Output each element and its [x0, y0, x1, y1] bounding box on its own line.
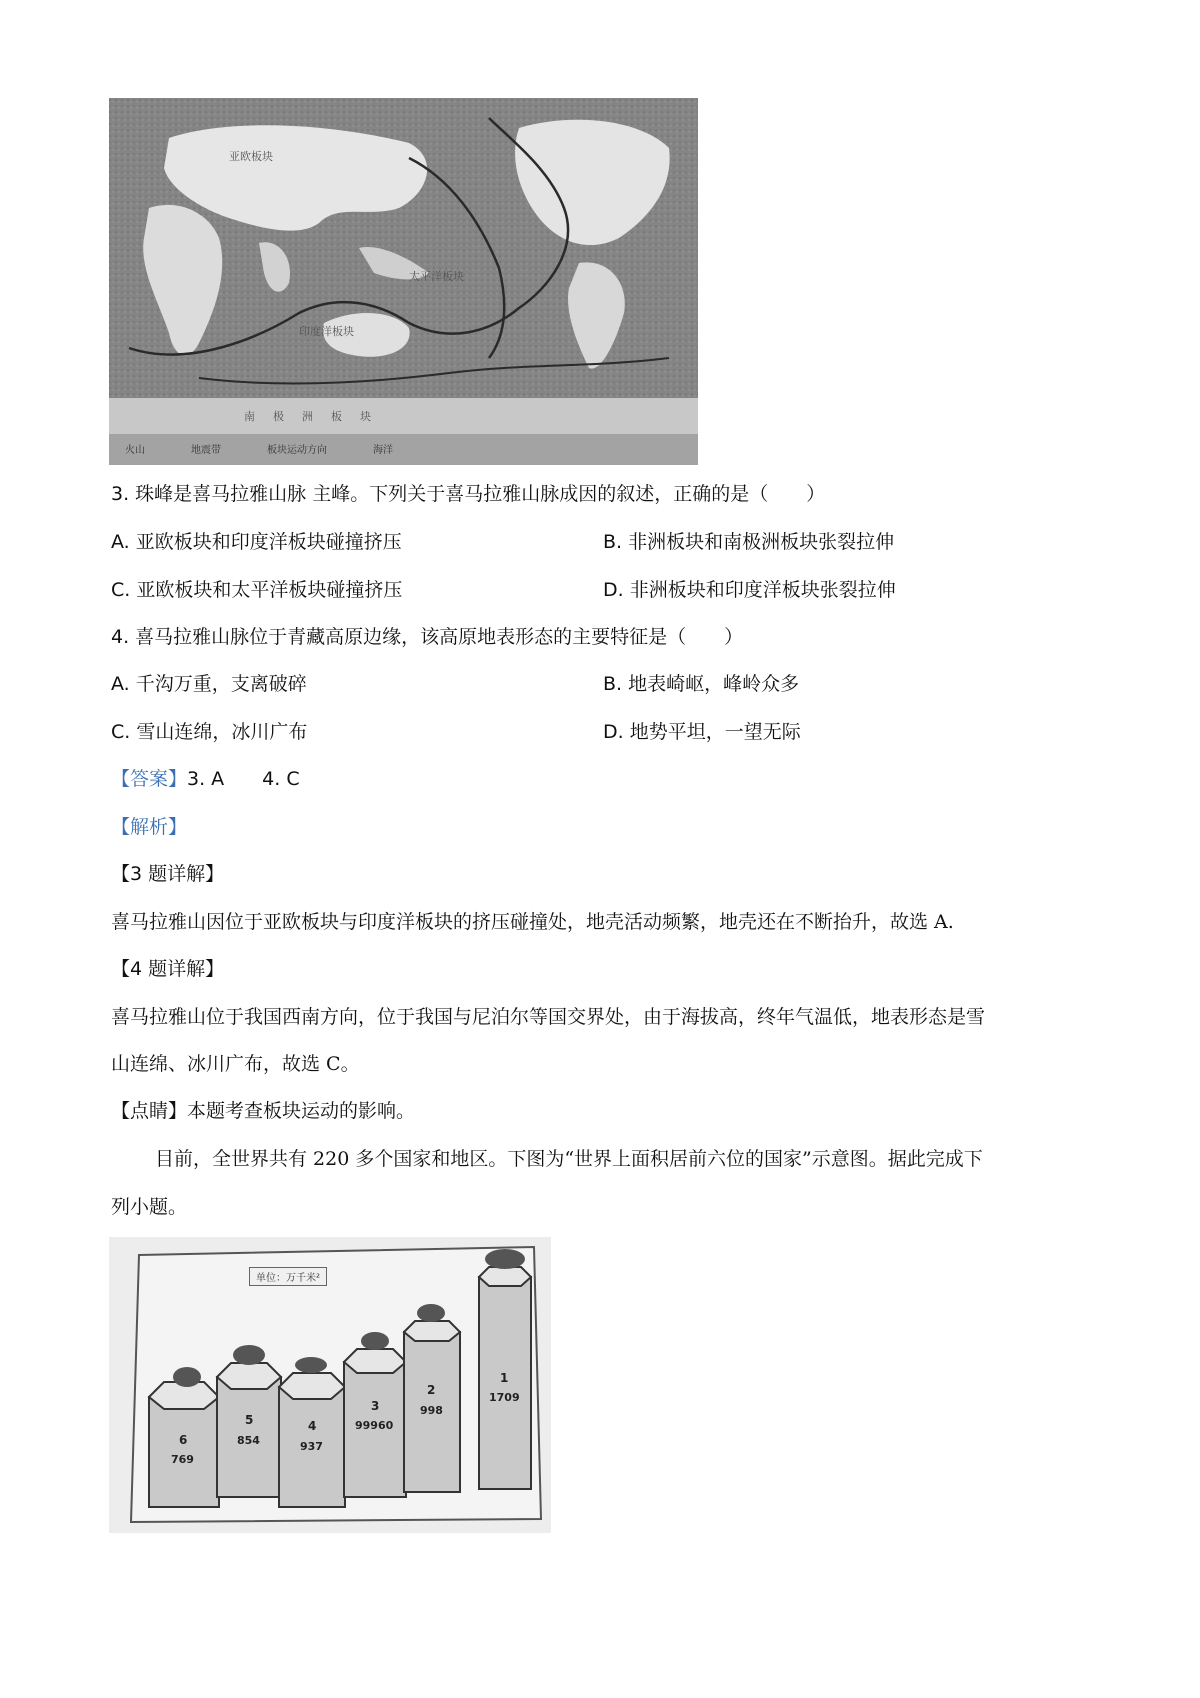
question-3-option-b: B. 非洲板块和南极洲板块张裂拉伸 — [603, 531, 895, 553]
legend-volcano: 火山 — [125, 445, 145, 456]
column-3-rank: 3 — [371, 1399, 380, 1413]
answer-line — [111, 767, 300, 791]
map-label-indian: 印度洋板块 — [299, 325, 354, 338]
column-5-rank: 5 — [245, 1413, 254, 1427]
question-4-option-d: D. 地势平坦，一望无际 — [603, 721, 801, 743]
question-4-option-c: C. 雪山连绵，冰川广布 — [111, 721, 308, 743]
legend-plate-motion: 板块运动方向 — [267, 445, 327, 456]
column-1-value: 1709 — [489, 1391, 520, 1404]
analysis-label: 【解析】 — [111, 816, 188, 838]
detail-3-text: 喜马拉雅山因位于亚欧板块与印度洋板块的挤压碰撞处，地壳活动频繁，地壳还在不断抬升，故选 A. — [111, 911, 954, 933]
question-3-option-a: A. 亚欧板块和印度洋板块碰撞挤压 — [111, 531, 402, 553]
map-legend — [125, 441, 393, 456]
area-ranking-figure — [109, 1237, 551, 1533]
question-3-stem: 3. 珠峰是喜马拉雅山脉 主峰。下列关于喜马拉雅山脉成因的叙述，正确的是（ ） — [111, 483, 826, 505]
plate-map-image — [109, 98, 698, 465]
column-2-value: 998 — [420, 1404, 443, 1417]
detail-4-text-line2: 山连绵、冰川广布，故选 C。 — [111, 1053, 360, 1075]
plate-map-figure — [109, 98, 698, 465]
column-6-value: 769 — [171, 1453, 194, 1466]
column-3-value: 99960 — [355, 1419, 394, 1432]
detail-4-title: 【4 题详解】 — [111, 958, 225, 980]
question-3-option-c: C. 亚欧板块和太平洋板块碰撞挤压 — [111, 579, 403, 601]
column-4-rank: 4 — [308, 1419, 317, 1433]
area-ranking-image — [109, 1237, 551, 1533]
column-6-rank: 6 — [179, 1433, 188, 1447]
legend-quake-belt: 地震带 — [191, 445, 221, 456]
column-1-rank: 1 — [500, 1371, 509, 1385]
answer-label: 【答案】 — [111, 768, 188, 790]
detail-4-text-line1: 喜马拉雅山位于我国西南方向，位于我国与尼泊尔等国交界处，由于海拔高，终年气温低，地表形态是雪 — [111, 1006, 986, 1028]
column-5-value: 854 — [237, 1434, 260, 1447]
detail-3-title: 【3 题详解】 — [111, 863, 225, 885]
map-label-pacific: 太平洋板块 — [409, 270, 464, 283]
column-2-rank: 2 — [427, 1383, 436, 1397]
answer-values: 3. A 4. C — [187, 768, 300, 790]
comment-label: 【点睛】 — [111, 1100, 188, 1122]
map-label-eurasian: 亚欧板块 — [229, 150, 273, 163]
intro-line2: 列小题。 — [111, 1196, 188, 1218]
question-4-option-b: B. 地表崎岖，峰岭众多 — [603, 673, 800, 695]
intro-line1: 目前，全世界共有 220 多个国家和地区。下图为“世界上面积居前六位的国家”示意图。据此完成下 — [155, 1148, 983, 1170]
column-4-value: 937 — [300, 1440, 323, 1453]
comment-line — [111, 1099, 415, 1123]
question-4-stem: 4. 喜马拉雅山脉位于青藏高原边缘，该高原地表形态的主要特征是（ ） — [111, 626, 744, 648]
map-label-antarctic: 南极洲板块 — [244, 410, 389, 423]
unit-label: 单位：万千米² — [249, 1267, 327, 1286]
question-3-option-d: D. 非洲板块和印度洋板块张裂拉伸 — [603, 579, 896, 601]
comment-text: 本题考查板块运动的影响。 — [187, 1100, 416, 1122]
legend-ocean: 海洋 — [373, 445, 393, 456]
question-4-option-a: A. 千沟万重，支离破碎 — [111, 673, 307, 695]
